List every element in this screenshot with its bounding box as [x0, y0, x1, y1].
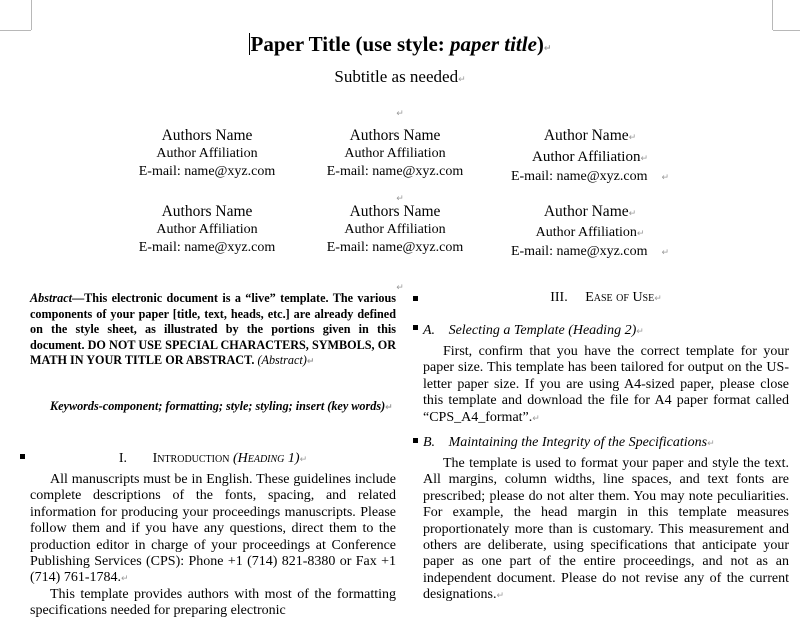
- subsection-b-paragraph[interactable]: [423, 456, 789, 605]
- subtitle[interactable]: [0, 67, 800, 87]
- crop-mark: [31, 0, 32, 30]
- paragraph-mark-icon: ↵: [299, 455, 308, 465]
- heading-text: Ease of Use: [585, 290, 655, 305]
- heading-style-note: (Heading 1): [232, 451, 300, 466]
- empty-paragraph: [0, 103, 800, 121]
- author-email: E-mail: name@xyz.com: [138, 164, 276, 179]
- paragraph-bullet-icon: [20, 454, 25, 459]
- paragraph-mark-icon: ↵: [640, 154, 648, 164]
- paragraph-mark-icon: ↵: [458, 75, 466, 85]
- author-email: E-mail: name@xyz.com: [326, 164, 464, 179]
- author-affiliation: Author Affiliation: [344, 146, 446, 161]
- paragraph-bullet-icon: [413, 325, 418, 330]
- abstract[interactable]: [30, 291, 396, 371]
- crop-mark: [772, 0, 773, 30]
- paragraph-mark-icon: ↵: [306, 357, 315, 367]
- subtitle-text: Subtitle as needed: [334, 67, 459, 86]
- paragraph-mark-icon: ↵: [396, 194, 404, 204]
- paragraph-mark-icon: ↵: [661, 173, 670, 183]
- title-suffix: ): [536, 32, 544, 56]
- author-block[interactable]: [490, 202, 690, 262]
- paragraph-text: The template is used to format your paper and style the text. All margins, column widths, line spaces, and text fonts are prescribed; please do not alter them. You may note peculiarities. For example, the head margin in this template measures proportionately more than is customary. This measurement and others are deliberate, using specifications that anticipate your paper as one part of the entire proceedings, and not as an independent document. Please do not revise any of the current designations.: [423, 456, 789, 603]
- subheading-letter: B.: [423, 435, 436, 450]
- author-name: Authors Name: [161, 127, 253, 144]
- paragraph-mark-icon: ↵: [628, 133, 637, 143]
- author-affiliation: Author Affiliation: [344, 222, 446, 237]
- section-heading-ease-of-use[interactable]: [423, 290, 789, 307]
- author-block[interactable]: [107, 126, 307, 181]
- crop-mark: [773, 30, 800, 31]
- paragraph-text: All manuscripts must be in English. These guidelines include complete descriptions of the fonts, spacing, and related information for producing your proceedings manuscripts. Please follow them and if you have any questions, direct them to the production editor in charge of your proceedings at Conference Publishing Services (CPS): Phone +1 (714) 821-8380 or Fax +1 (714) 761-1784.: [30, 472, 396, 586]
- heading-numeral: I.: [118, 451, 128, 466]
- subsection-a-paragraph[interactable]: [423, 344, 789, 427]
- page-title[interactable]: [0, 32, 800, 57]
- author-block[interactable]: [490, 126, 690, 187]
- paragraph-mark-icon: ↵: [636, 327, 644, 337]
- paragraph-text: First, confirm that you have the correct template for your paper size. This template has been tailored for output on the US-letter paper size. If you are using A4-sized paper, please close this template and download the file for A4 paper format called “CPS_A4_format”.: [423, 344, 789, 425]
- author-email: E-mail: name@xyz.com: [326, 240, 464, 255]
- paragraph-mark-icon: ↵: [385, 403, 393, 413]
- section-heading-introduction[interactable]: [30, 451, 396, 468]
- author-block[interactable]: [295, 202, 495, 257]
- abstract-body: —This electronic document is a “live” template. The various components of your paper [title, text, heads, etc.] are already defined on the style sheet, as illustrated by the portions given in this document. DO NOT USE SPECIAL CHARACTERS, SYMBOLS, OR MATH IN YOUR TITLE OR ABSTRACT.: [30, 291, 396, 367]
- subsection-heading-b[interactable]: [423, 435, 789, 452]
- intro-paragraph-2[interactable]: [30, 587, 396, 620]
- heading-text: Introduction: [152, 451, 230, 466]
- title-style-name: paper title: [450, 32, 537, 56]
- crop-mark: [0, 30, 31, 31]
- paragraph-mark-icon: ↵: [707, 439, 715, 449]
- author-affiliation: Author Affiliation: [156, 222, 258, 237]
- paragraph-mark-icon: ↵: [496, 591, 505, 602]
- subheading-text: Selecting a Template (Heading 2): [448, 323, 637, 338]
- subsection-heading-a[interactable]: [423, 323, 789, 340]
- author-email: E-mail: name@xyz.com: [138, 240, 276, 255]
- author-name: Authors Name: [161, 203, 253, 220]
- paragraph-mark-icon: ↵: [532, 413, 540, 424]
- subheading-text: Maintaining the Integrity of the Specifications: [448, 435, 708, 450]
- abstract-label: Abstract: [30, 291, 72, 305]
- paragraph-mark-icon: ↵: [121, 574, 129, 585]
- paragraph-text: This template provides authors with most of the formatting specifications needed for preparing electronic: [30, 587, 396, 619]
- author-affiliation: Author Affiliation: [535, 225, 637, 240]
- paragraph-mark-icon: ↵: [654, 294, 662, 304]
- paragraph-bullet-icon: [413, 296, 418, 301]
- text-cursor: [249, 33, 250, 55]
- author-affiliation: Author Affiliation: [531, 149, 641, 165]
- author-block[interactable]: [107, 202, 307, 257]
- author-name: Authors Name: [349, 127, 441, 144]
- abstract-style-note: (Abstract): [257, 353, 307, 367]
- author-name: Author Name: [543, 127, 629, 144]
- paragraph-mark-icon: ↵: [636, 229, 645, 239]
- paragraph-mark-icon: ↵: [543, 44, 552, 54]
- author-name: Author Name: [543, 203, 629, 220]
- paragraph-mark-icon: ↵: [628, 209, 637, 219]
- paragraph-mark-icon: ↵: [661, 248, 670, 258]
- author-name: Authors Name: [349, 203, 441, 220]
- author-email: E-mail: name@xyz.com: [510, 169, 648, 184]
- paragraph-bullet-icon: [413, 438, 418, 443]
- title-prefix: Paper Title (use style:: [250, 32, 451, 56]
- intro-paragraph-1[interactable]: [30, 472, 396, 588]
- keywords-text: Keywords-component; formatting; style; styling; insert (key words): [50, 399, 386, 413]
- paragraph-mark-icon: ↵: [396, 283, 404, 293]
- author-email: E-mail: name@xyz.com: [510, 244, 648, 259]
- heading-numeral: III.: [550, 290, 568, 305]
- author-affiliation: Author Affiliation: [156, 146, 258, 161]
- author-block[interactable]: [295, 126, 495, 181]
- subheading-letter: A.: [423, 323, 436, 338]
- paragraph-mark-icon: ↵: [396, 109, 404, 119]
- keywords[interactable]: [30, 399, 396, 417]
